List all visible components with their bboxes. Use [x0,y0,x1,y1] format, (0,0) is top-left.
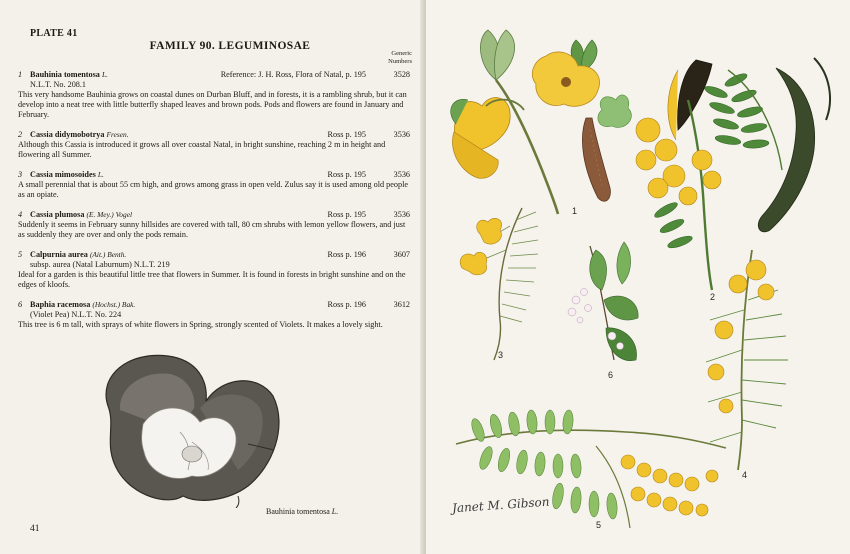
reference: Ross p. 195 [327,170,366,179]
species-entry-1 [18,70,410,120]
entry-number: 1 [18,70,23,79]
reference: Ross p. 195 [327,210,366,219]
species-description: Ideal for a garden is this beautiful little tree that flowers in Summer. It is found in forests in bright sunshine and on the edges of kloofs. [18,270,406,289]
sketch-caption-name: Bauhinia tomentosa [266,507,330,516]
figure-4-cassia-plumosa [706,250,788,470]
reference: Ross p. 195 [327,130,366,139]
species-name: Cassia mimosoides [30,170,96,179]
generic-number: 3536 [393,170,410,179]
species-authority: Fresen. [106,130,129,139]
species-subtitle: subsp. aurea (Natal Laburnum) N.L.T. 219 [30,260,170,269]
entry-number: 3 [18,170,23,179]
species-name: Baphia racemosa [30,300,91,309]
generic-numbers-header [368,50,412,66]
species-description: A small perennial that is about 55 cm high, and grows among grass in open veld. Zulus say it is used among old people as an opiate. [18,180,408,199]
figure-number-1: 1 [572,206,578,216]
sketch-caption-authority: L. [331,507,339,516]
figure-number-2: 2 [710,292,716,302]
species-entry-3 [18,170,410,200]
page-number: 41 [30,524,40,534]
reference: Ross p. 196 [327,250,366,259]
species-name: Bauhinia tomentosa [30,70,100,79]
left-page [0,0,424,554]
generic-header-line-1: Generic [391,50,412,57]
entry-number: 4 [18,210,23,219]
figure-number-6: 6 [608,370,614,380]
generic-number: 3536 [393,130,410,139]
figure-2-cassia-didymobotrya [636,58,830,290]
generic-number: 3536 [393,210,410,219]
species-entry-5 [18,250,410,290]
species-subtitle: (Violet Pea) N.L.T. No. 224 [30,310,122,319]
generic-number: 3612 [393,300,410,309]
species-description: Suddenly it seems in February sunny hillsides are covered with tall, 80 cm shrubs with lemon yellow flowers, and just as suddenly they are over and only the pods remain. [18,220,406,239]
species-description: This tree is 6 m tall, with sprays of white flowers in Spring, strongly scented of Violets. It makes a lovely sight. [18,320,383,329]
species-authority: (Ait.) Benth. [89,250,127,259]
entry-number: 6 [18,300,23,309]
species-authority: (Hochst.) Bak. [92,300,136,309]
species-name: Cassia plumosa [30,210,85,219]
botanical-plate-illustration [426,0,850,554]
figure-number-4: 4 [742,470,748,480]
entry-number: 5 [18,250,23,259]
species-description: Although this Cassia is introduced it grows all over coastal Natal, in bright sunshine, reaching 2 m in height and flowering all Summer. [18,140,386,159]
species-subtitle: N.L.T. No. 208.1 [30,80,87,89]
figure-number-3: 3 [498,350,504,360]
reference: Ross p. 196 [327,300,366,309]
species-entry-6 [18,300,410,330]
species-authority: L. [97,170,104,179]
bauhinia-sketch-illustration [88,346,288,508]
reference: Reference: J. H. Ross, Flora of Natal, p. 195 [220,70,366,79]
species-authority: (E. Mey.) Vogel [86,210,133,219]
species-description: This very handsome Bauhinia grows on coastal dunes on Durban Bluff, and in forests, it is a rambling shrub, but it can develop into a neat tree with little butterfly shaped leaves and brown pods. Pods and flowers are found in January and February. [18,90,407,119]
figure-3-cassia-mimosoides [460,208,538,360]
species-name: Calpurnia aurea [30,250,88,259]
sketch-caption [266,507,338,516]
figure-number-5: 5 [596,520,602,530]
artist-signature: Janet M. Gibson [451,494,550,516]
right-page [426,0,850,554]
species-entry-2 [18,130,410,160]
plate-label: PLATE 41 [30,28,78,39]
family-title: FAMILY 90. LEGUMINOSAE [149,40,311,52]
species-entry-4 [18,210,410,240]
generic-number: 3528 [393,70,410,79]
entry-number: 2 [18,130,23,139]
figure-1-bauhinia [451,30,632,214]
species-name: Cassia didymobotrya [30,130,105,139]
generic-number: 3607 [393,250,410,259]
generic-header-line-2: Numbers [388,58,412,65]
species-authority: L. [101,70,108,79]
figure-6-baphia-racemosa [568,242,638,361]
